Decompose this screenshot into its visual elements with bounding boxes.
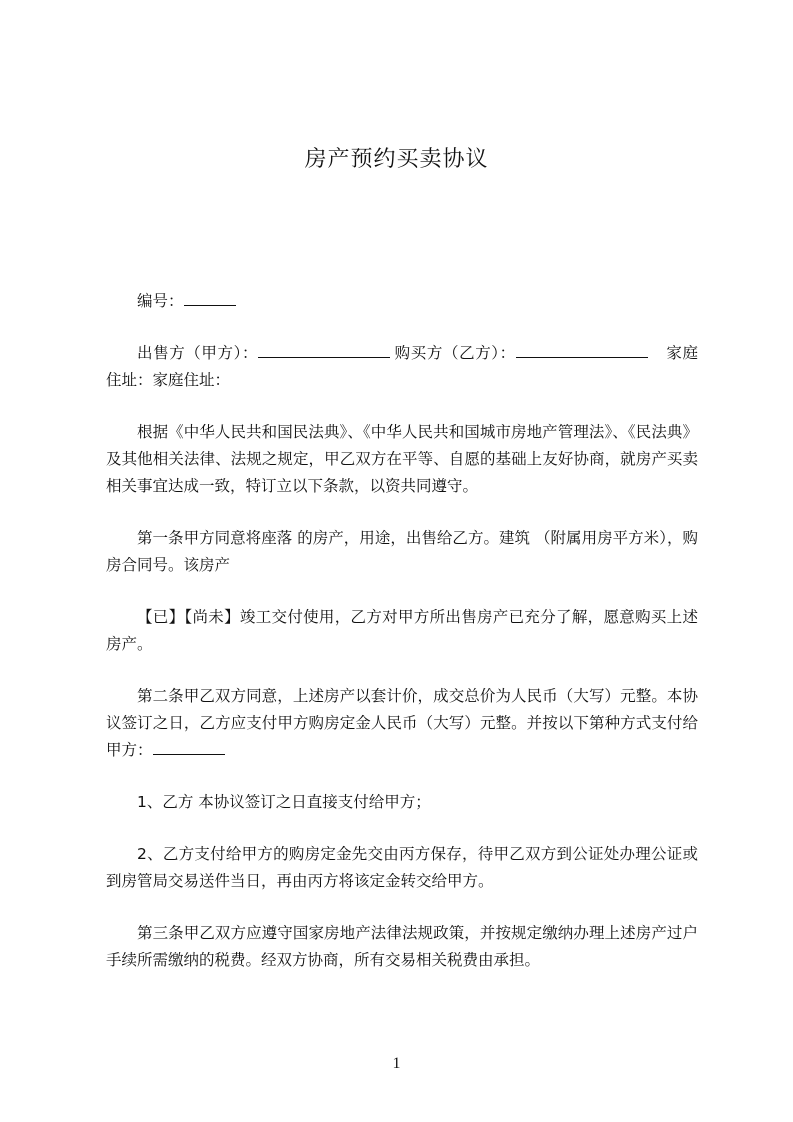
preamble-paragraph: 根据《中华人民共和国民法典》、《中华人民共和国城市房地产管理法》、《民法典》及其他相关法律、法规之规定，甲乙双方在平等、自愿的基础上友好协商，就房产买卖相关事宜达成一致，特订立以下条款，以资共同遵守。 — [106, 423, 698, 495]
document-body — [106, 288, 698, 999]
seller-label: 出售方（甲方）： — [137, 344, 259, 362]
contract-number — [106, 288, 698, 315]
article-1-status-paragraph: 【已】【尚未】竣工交付使用，乙方对甲方所出售房产已充分了解，愿意购买上述房产。 — [106, 608, 698, 653]
buyer-label: 购买方（乙方）： — [394, 344, 516, 362]
parties-paragraph — [106, 340, 698, 394]
page-number: 1 — [392, 1055, 401, 1072]
article-1-paragraph: 第一条甲方同意将座落 的房产，用途，出售给乙方。建筑 （附属用房平方米），购房合同号。该房产 — [106, 529, 698, 574]
contract-number-label: 编号： — [137, 292, 184, 310]
payment-method-blank — [153, 738, 225, 755]
seller-blank — [258, 341, 390, 358]
document-title: 房产预约买卖协议 — [304, 147, 489, 172]
payment-option-2: 2、乙方支付给甲方的购房定金先交由丙方保存，待甲乙双方到公证处办理公证或到房管局交易送件当日，再由丙方将该定金转交给甲方。 — [106, 845, 698, 890]
buyer-blank — [516, 341, 648, 358]
contract-number-blank — [184, 289, 236, 306]
article-2-paragraph — [106, 683, 698, 764]
address-label: 家庭住址：家庭住址： — [106, 344, 698, 389]
article-2-text: 第二条甲乙双方同意，上述房产以套计价，成交总价为人民币（大写）元整。本协议签订之日，乙方应支付甲方购房定金人民币（大写）元整。并按以下第种方式支付给甲方： — [106, 687, 698, 759]
payment-option-1: 1、乙方 本协议签订之日直接支付给甲方； — [137, 793, 431, 811]
article-3-paragraph: 第三条甲乙双方应遵守国家房地产法律法规政策，并按规定缴纳办理上述房产过户手续所需缴纳的税费。经双方协商，所有交易相关税费由承担。 — [106, 924, 698, 969]
